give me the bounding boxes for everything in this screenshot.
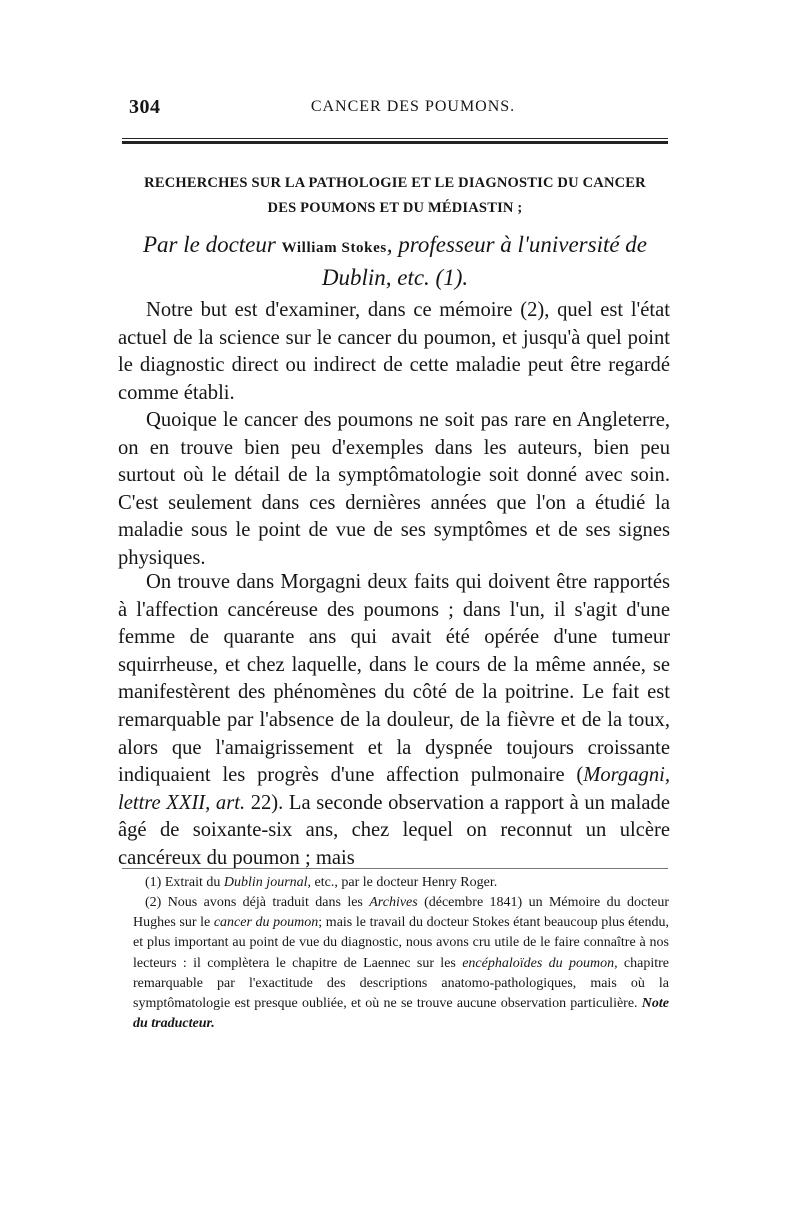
byline-prefix: Par le docteur [142,232,282,257]
body-paragraph-3 [118,569,670,873]
footnote-1 [133,873,669,893]
footnote-1-text-a: (1) Extrait du [145,875,224,890]
header-rule-thin [122,138,668,139]
footnote-2-encephaloides: encéphaloïdes du poumon [462,955,615,971]
byline [122,230,668,293]
footnote-2-text-c: ; mais le travail du docteur Stokes étant beaucoup plus étendu, et plus important au point de vue du diagnostic, nous avons cru utile de le faire connaître à nos lecteurs : il complètera le chapitre de Laennec sur les [133,915,669,971]
running-title: CANCER DES POUMONS. [310,98,516,115]
footnote-2-text-a: (2) Nous avons déjà traduit dans les [145,895,370,910]
footnote-1-text-b: , etc., par le docteur Henry Roger. [307,875,498,890]
header-rule-thick [122,141,668,144]
paragraph-3-text-b: 22). La seconde observation a rapport à un malade âgé de soixante-six ans, chez lequel on reconnut un ulcère cancéreux du poumon ; mais [118,791,670,869]
body-paragraph-1: Notre but est d'examiner, dans ce mémoire (2), quel est l'état actuel de la science sur le cancer du poumon, et jusqu'à quel point le diagnostic direct ou indirect de cette maladie peut être regardé comme établi. [118,299,670,404]
article-title [122,171,668,221]
byline-suffix: , professeur à l'université de Dublin, etc. (1). [321,232,648,290]
body-paragraph-2: Quoique le cancer des poumons ne soit pas rare en Angleterre, on en trouve bien peu d'exemples dans les auteurs, bien peu surtout où le détail de la symptômatologie soit donné avec soin. C'est seulement dans ces dernières années que l'on a étudié la maladie sous le point de vue de ses symptômes et de ses signes physiques. [118,409,670,569]
article-title-line1: RECHERCHES SUR LA PATHOLOGIE ET LE DIAGNOSTIC DU CANCER [144,175,646,191]
citation-reference: Morgagni, lettre XXII, art. [118,764,670,814]
footnote-2-topic: cancer du poumon [213,915,319,931]
translator-note-signature: Note du traducteur. [133,996,670,1032]
footnote-2-text-b: (décembre 1841) un Mémoire du docteur Hughes sur le [133,895,669,931]
article-title-line2: DES POUMONS ET DU MÉDIASTIN ; [267,200,523,216]
page-number: 304 [129,96,161,118]
footnote-2-text-d: , chapitre remarquable par l'exactitude des descriptions anatomo-pathologiques, mais où la symptômatologie est presque oubliée, et où ne se trouve aucune observation particulière. [133,955,669,1012]
paragraph-3-text-a: On trouve dans Morgagni deux faits qui doivent être rapportés à l'affection cancéreuse des poumons ; dans l'un, il s'agit d'une femme de quarante ans qui avait été opérée d'une tumeur squirrheuse, et chez laquelle, dans le cours de la même année, se manifestèrent des phénomènes du côté de la poitrine. Le fait est remarquable par l'absence de la douleur, de la fièvre et de la toux, alors que l'amaigrissement et la dyspnée toujours croissante indiquaient les progrès d'une affection pulmonaire ( [118,571,670,787]
footnote-2-archives: Archives [369,895,418,910]
author-name: William Stokes [281,240,387,256]
footnote-1-journal: Dublin journal [223,875,308,890]
footnote-rule [122,868,668,869]
footnote-2 [133,893,669,1034]
